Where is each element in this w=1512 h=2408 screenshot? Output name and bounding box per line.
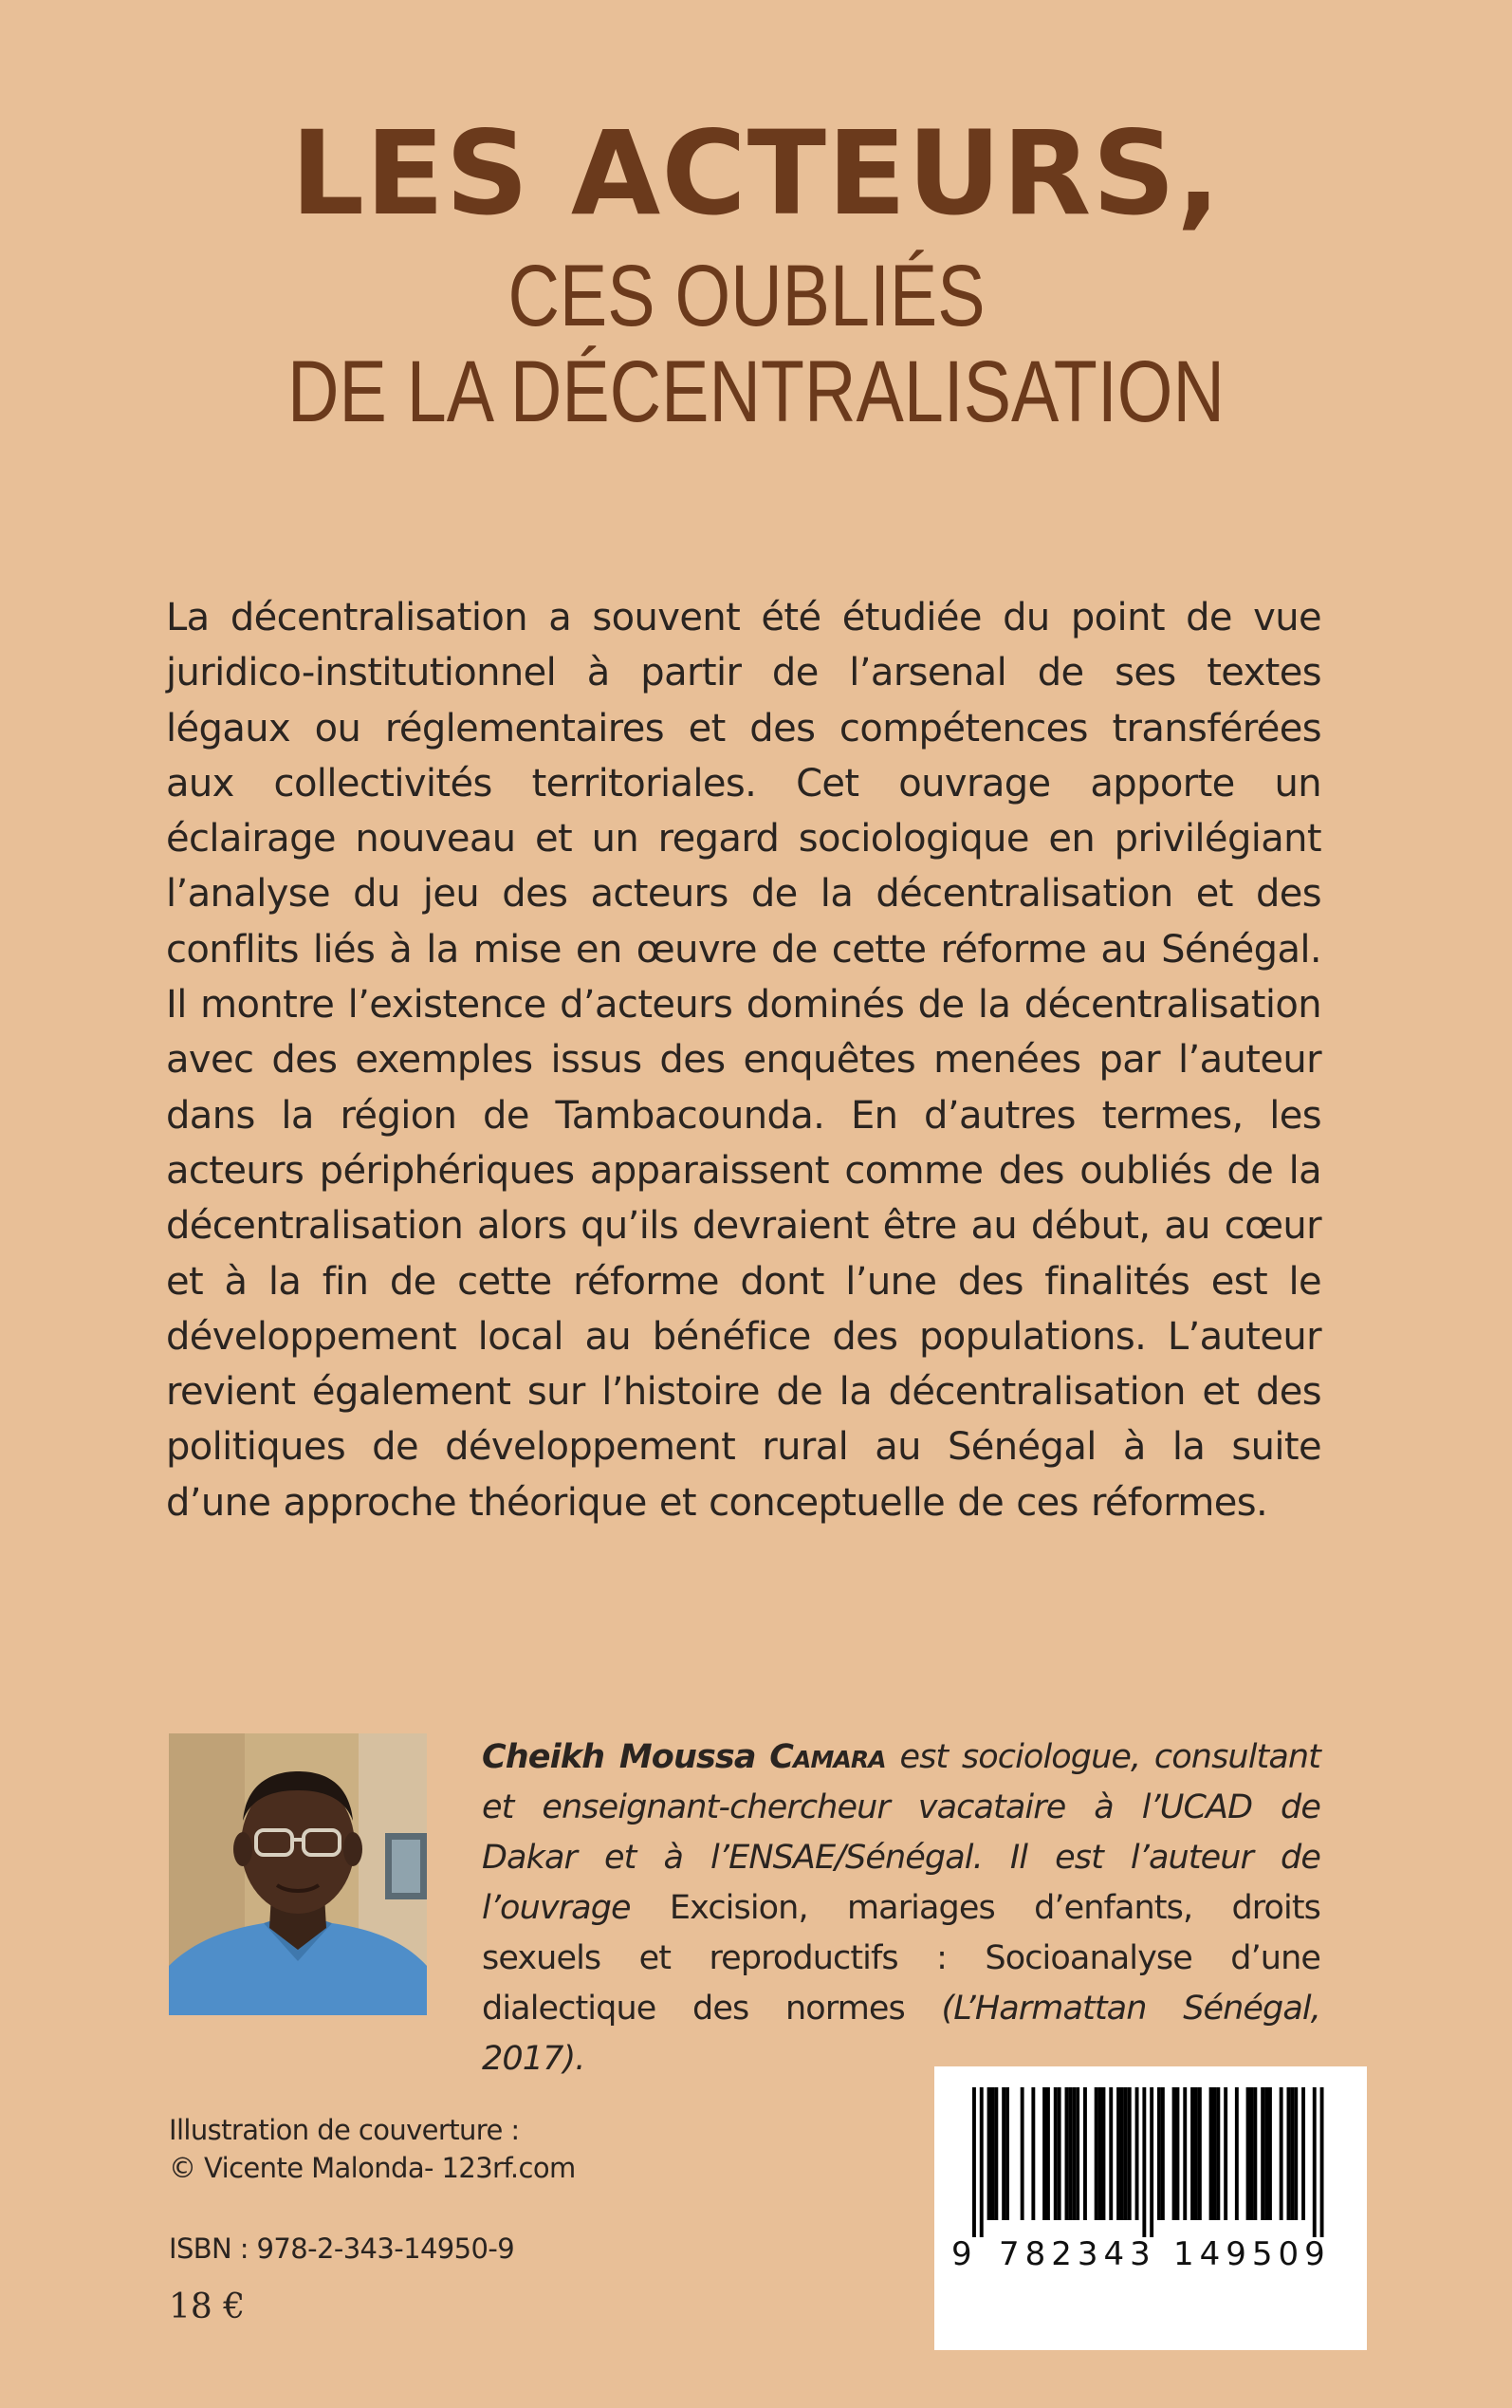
- barcode-bar: [987, 2087, 991, 2220]
- author-book-publisher: (L’Harmattan Sénégal, 2017).: [482, 1990, 1320, 2078]
- barcode-bar: [1135, 2087, 1139, 2220]
- barcode-bar: [1102, 2087, 1106, 2220]
- author-book-title: Excision, mariages d’enfants, droits sexuels et reproductifs : Socioanalyse d’une dialectique des normes: [482, 1889, 1320, 2028]
- barcode-bar: [1287, 2087, 1291, 2220]
- barcode-bar: [1065, 2087, 1069, 2220]
- barcode-bar: [1058, 2087, 1061, 2220]
- barcode-bar: [1021, 2087, 1024, 2220]
- barcode-bar: [1172, 2087, 1176, 2220]
- barcode-bar: [1076, 2087, 1079, 2220]
- barcode-bar: [1142, 2087, 1146, 2237]
- barcode-bar: [1095, 2087, 1098, 2220]
- back-cover-summary: La décentralisation a souvent été étudiée du point de vue juridico-institutionnel à partir de l’arsenal de ses textes légaux ou réglementaires et des compétences transférées aux collectivités territoriales. Cet ouvrage apporte un éclairage nouveau et un regard sociologique en privilégiant l’analyse du jeu des acteurs de la décentralisation et des conflits liés à la mise en œuvre de cette réforme au Sénégal. Il montre l’existence d’acteurs dominés de la décentralisation avec des exemples issus des enquêtes menées par l’auteur dans la région de Tambacounda. En d’autres termes, les acteurs périphériques apparaissent comme des oubliés de la décentralisation alors qu’ils devraient être au début, au cœur et à la fin de cette réforme dont l’une des finalités est le développement local au bénéfice des populations. L’auteur revient également sur l’histoire de la décentralisation et des politiques de développement rural au Sénégal à la suite d’une approche théorique et conceptuelle de ces réformes.: [166, 596, 1321, 1525]
- barcode-bar: [1301, 2087, 1305, 2220]
- author-portrait-image: [169, 1733, 427, 2015]
- barcode-bar: [1190, 2087, 1194, 2220]
- barcode-bar: [1157, 2087, 1161, 2220]
- barcode-bar: [994, 2087, 998, 2220]
- barcode-bar: [1320, 2087, 1324, 2237]
- barcode-bar: [1313, 2087, 1317, 2237]
- barcode-bar: [1005, 2087, 1009, 2220]
- barcode-bar: [1224, 2087, 1227, 2220]
- barcode-bar: [980, 2087, 984, 2237]
- cover-illustration-credit: [169, 2111, 738, 2187]
- barcode-bar: [1183, 2087, 1187, 2220]
- credit-label: Illustration de couverture :: [169, 2114, 520, 2146]
- barcode-bar: [1083, 2087, 1087, 2220]
- barcode-digits-left: 782343: [999, 2235, 1156, 2273]
- author-bio-intro: est sociologue, consultant et enseignant-chercheur vacataire à l’UCAD de Dakar et à l’ENSAE/Sénégal. Il est l’auteur de l’ouvrage: [482, 1738, 1320, 1927]
- barcode-bar: [1068, 2087, 1072, 2220]
- barcode-bars: [934, 2066, 1367, 2237]
- barcode-bar: [1213, 2087, 1217, 2220]
- book-title: LES ACTEURS,: [290, 106, 1222, 241]
- barcode-bar: [991, 2087, 995, 2220]
- barcode-bar: [1176, 2087, 1180, 2220]
- barcode-bar: [1042, 2087, 1046, 2220]
- credit-source: © Vicente Malonda- 123rf.com: [169, 2152, 576, 2184]
- barcode-bar: [1264, 2087, 1268, 2220]
- barcode-bar: [1209, 2087, 1213, 2220]
- barcode-bar: [1261, 2087, 1264, 2220]
- barcode-bar: [1161, 2087, 1165, 2220]
- barcode-bar: [1150, 2087, 1153, 2237]
- barcode-bar: [1046, 2087, 1050, 2220]
- barcode-digits-right: 149509: [1173, 2235, 1331, 2273]
- barcode-bar: [1198, 2087, 1202, 2220]
- barcode-bar: [1294, 2087, 1298, 2220]
- barcode-bar: [1194, 2087, 1198, 2220]
- barcode-bar: [1235, 2087, 1239, 2220]
- barcode-bar: [1268, 2087, 1272, 2220]
- isbn: ISBN : 978-2-343-14950-9: [169, 2232, 515, 2265]
- barcode-bar: [1246, 2087, 1250, 2220]
- price: 18 €: [169, 2288, 246, 2326]
- barcode-bar: [1116, 2087, 1120, 2220]
- author-first-name: Cheikh Moussa: [482, 1738, 756, 1776]
- barcode-digit-first: 9: [951, 2235, 972, 2273]
- barcode-bar: [972, 2087, 976, 2237]
- barcode: [934, 2066, 1367, 2350]
- barcode-bar: [1120, 2087, 1124, 2220]
- barcode-bar: [1216, 2087, 1220, 2220]
- barcode-bar: [1253, 2087, 1257, 2220]
- author-last-name: Camara: [769, 1738, 886, 1776]
- barcode-bar: [1290, 2087, 1294, 2220]
- barcode-bar: [1031, 2087, 1035, 2220]
- barcode-bar: [1098, 2087, 1102, 2220]
- author-bio: [482, 1732, 1320, 2084]
- author-photo: [169, 1733, 427, 2015]
- book-subtitle-line-1: CES OUBLIÉS: [507, 248, 986, 344]
- barcode-bar: [1072, 2087, 1076, 2220]
- barcode-bar: [1128, 2087, 1132, 2220]
- barcode-bar: [1054, 2087, 1058, 2220]
- book-subtitle-line-2: DE LA DÉCENTRALISATION: [287, 343, 1225, 440]
- barcode-bar: [1250, 2087, 1254, 2220]
- barcode-bar: [1109, 2087, 1113, 2220]
- barcode-bar: [1124, 2087, 1128, 2220]
- barcode-bar: [1002, 2087, 1005, 2220]
- barcode-bar: [1280, 2087, 1283, 2220]
